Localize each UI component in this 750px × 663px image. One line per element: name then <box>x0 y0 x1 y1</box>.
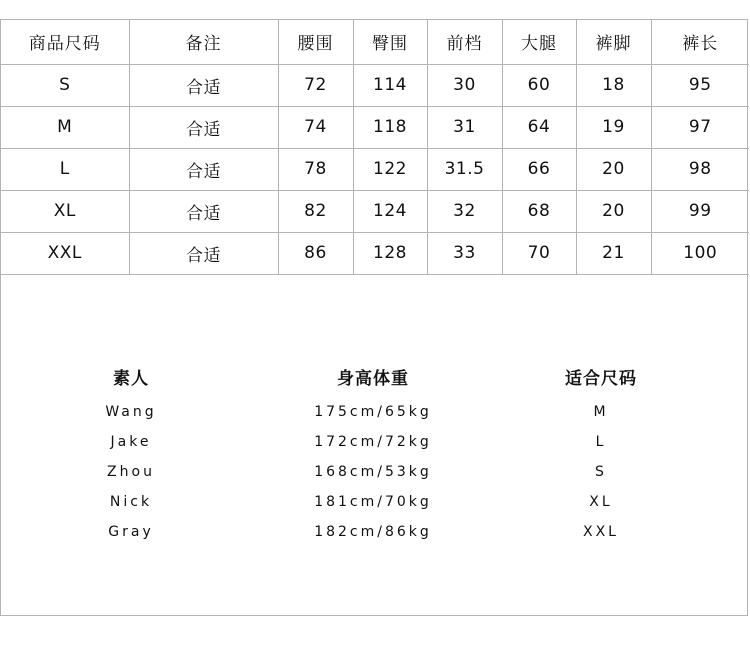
model-name-column <box>41 367 221 547</box>
size-cell: M <box>1 106 129 148</box>
model-stats: 168cm/53kg <box>314 464 432 480</box>
size-cell: XXL <box>1 232 129 274</box>
model-size: XL <box>589 494 613 510</box>
table-cell: 32 <box>427 190 502 232</box>
table-cell: 98 <box>651 148 749 190</box>
table-cell: 31 <box>427 106 502 148</box>
model-stats: 172cm/72kg <box>314 434 432 450</box>
table-row <box>1 190 749 232</box>
table-cell: 100 <box>651 232 749 274</box>
size-chart-frame <box>0 19 748 616</box>
size-table <box>1 20 749 275</box>
model-size: S <box>595 464 607 480</box>
table-cell: 68 <box>502 190 576 232</box>
model-stats-column <box>283 367 463 547</box>
table-row <box>1 232 749 274</box>
table-cell: 95 <box>651 64 749 106</box>
table-cell: 合适 <box>129 190 278 232</box>
model-stats: 181cm/70kg <box>314 494 432 510</box>
model-name: Nick <box>109 494 153 510</box>
table-cell: 97 <box>651 106 749 148</box>
table-cell: 128 <box>353 232 427 274</box>
model-size-column <box>511 367 691 547</box>
size-cell: XL <box>1 190 129 232</box>
column-header: 裤脚 <box>576 20 651 64</box>
table-cell: 31.5 <box>427 148 502 190</box>
table-cell: 合适 <box>129 148 278 190</box>
table-cell: 合适 <box>129 64 278 106</box>
table-row <box>1 148 749 190</box>
size-cell: L <box>1 148 129 190</box>
model-name: Zhou <box>107 464 155 480</box>
table-cell: 18 <box>576 64 651 106</box>
model-size-header: 适合尺码 <box>565 369 637 389</box>
table-header-row <box>1 20 749 64</box>
column-header: 腰围 <box>278 20 353 64</box>
column-header: 前档 <box>427 20 502 64</box>
table-cell: 33 <box>427 232 502 274</box>
table-cell: 99 <box>651 190 749 232</box>
model-name: Wang <box>105 404 157 420</box>
table-cell: 118 <box>353 106 427 148</box>
model-name: Jake <box>110 434 152 450</box>
column-header: 臀围 <box>353 20 427 64</box>
table-cell: 78 <box>278 148 353 190</box>
model-name: Gray <box>108 524 154 540</box>
table-cell: 60 <box>502 64 576 106</box>
column-header: 备注 <box>129 20 278 64</box>
table-cell: 70 <box>502 232 576 274</box>
column-header: 裤长 <box>651 20 749 64</box>
table-cell: 合适 <box>129 232 278 274</box>
table-cell: 74 <box>278 106 353 148</box>
model-name-header: 素人 <box>113 369 149 389</box>
table-cell: 20 <box>576 148 651 190</box>
table-cell: 82 <box>278 190 353 232</box>
table-cell: 72 <box>278 64 353 106</box>
model-size: XXL <box>583 524 619 540</box>
table-cell: 19 <box>576 106 651 148</box>
model-size: L <box>595 434 607 450</box>
table-cell: 122 <box>353 148 427 190</box>
size-cell: S <box>1 64 129 106</box>
column-header: 大腿 <box>502 20 576 64</box>
table-cell: 66 <box>502 148 576 190</box>
table-cell: 21 <box>576 232 651 274</box>
column-header: 商品尺码 <box>1 20 129 64</box>
table-row <box>1 106 749 148</box>
table-row <box>1 64 749 106</box>
model-stats-header: 身高体重 <box>337 369 409 389</box>
table-cell: 30 <box>427 64 502 106</box>
table-cell: 合适 <box>129 106 278 148</box>
table-cell: 20 <box>576 190 651 232</box>
table-cell: 114 <box>353 64 427 106</box>
model-size: M <box>593 404 609 420</box>
table-cell: 124 <box>353 190 427 232</box>
model-stats: 175cm/65kg <box>314 404 432 420</box>
table-cell: 64 <box>502 106 576 148</box>
table-cell: 86 <box>278 232 353 274</box>
model-stats: 182cm/86kg <box>314 524 432 540</box>
